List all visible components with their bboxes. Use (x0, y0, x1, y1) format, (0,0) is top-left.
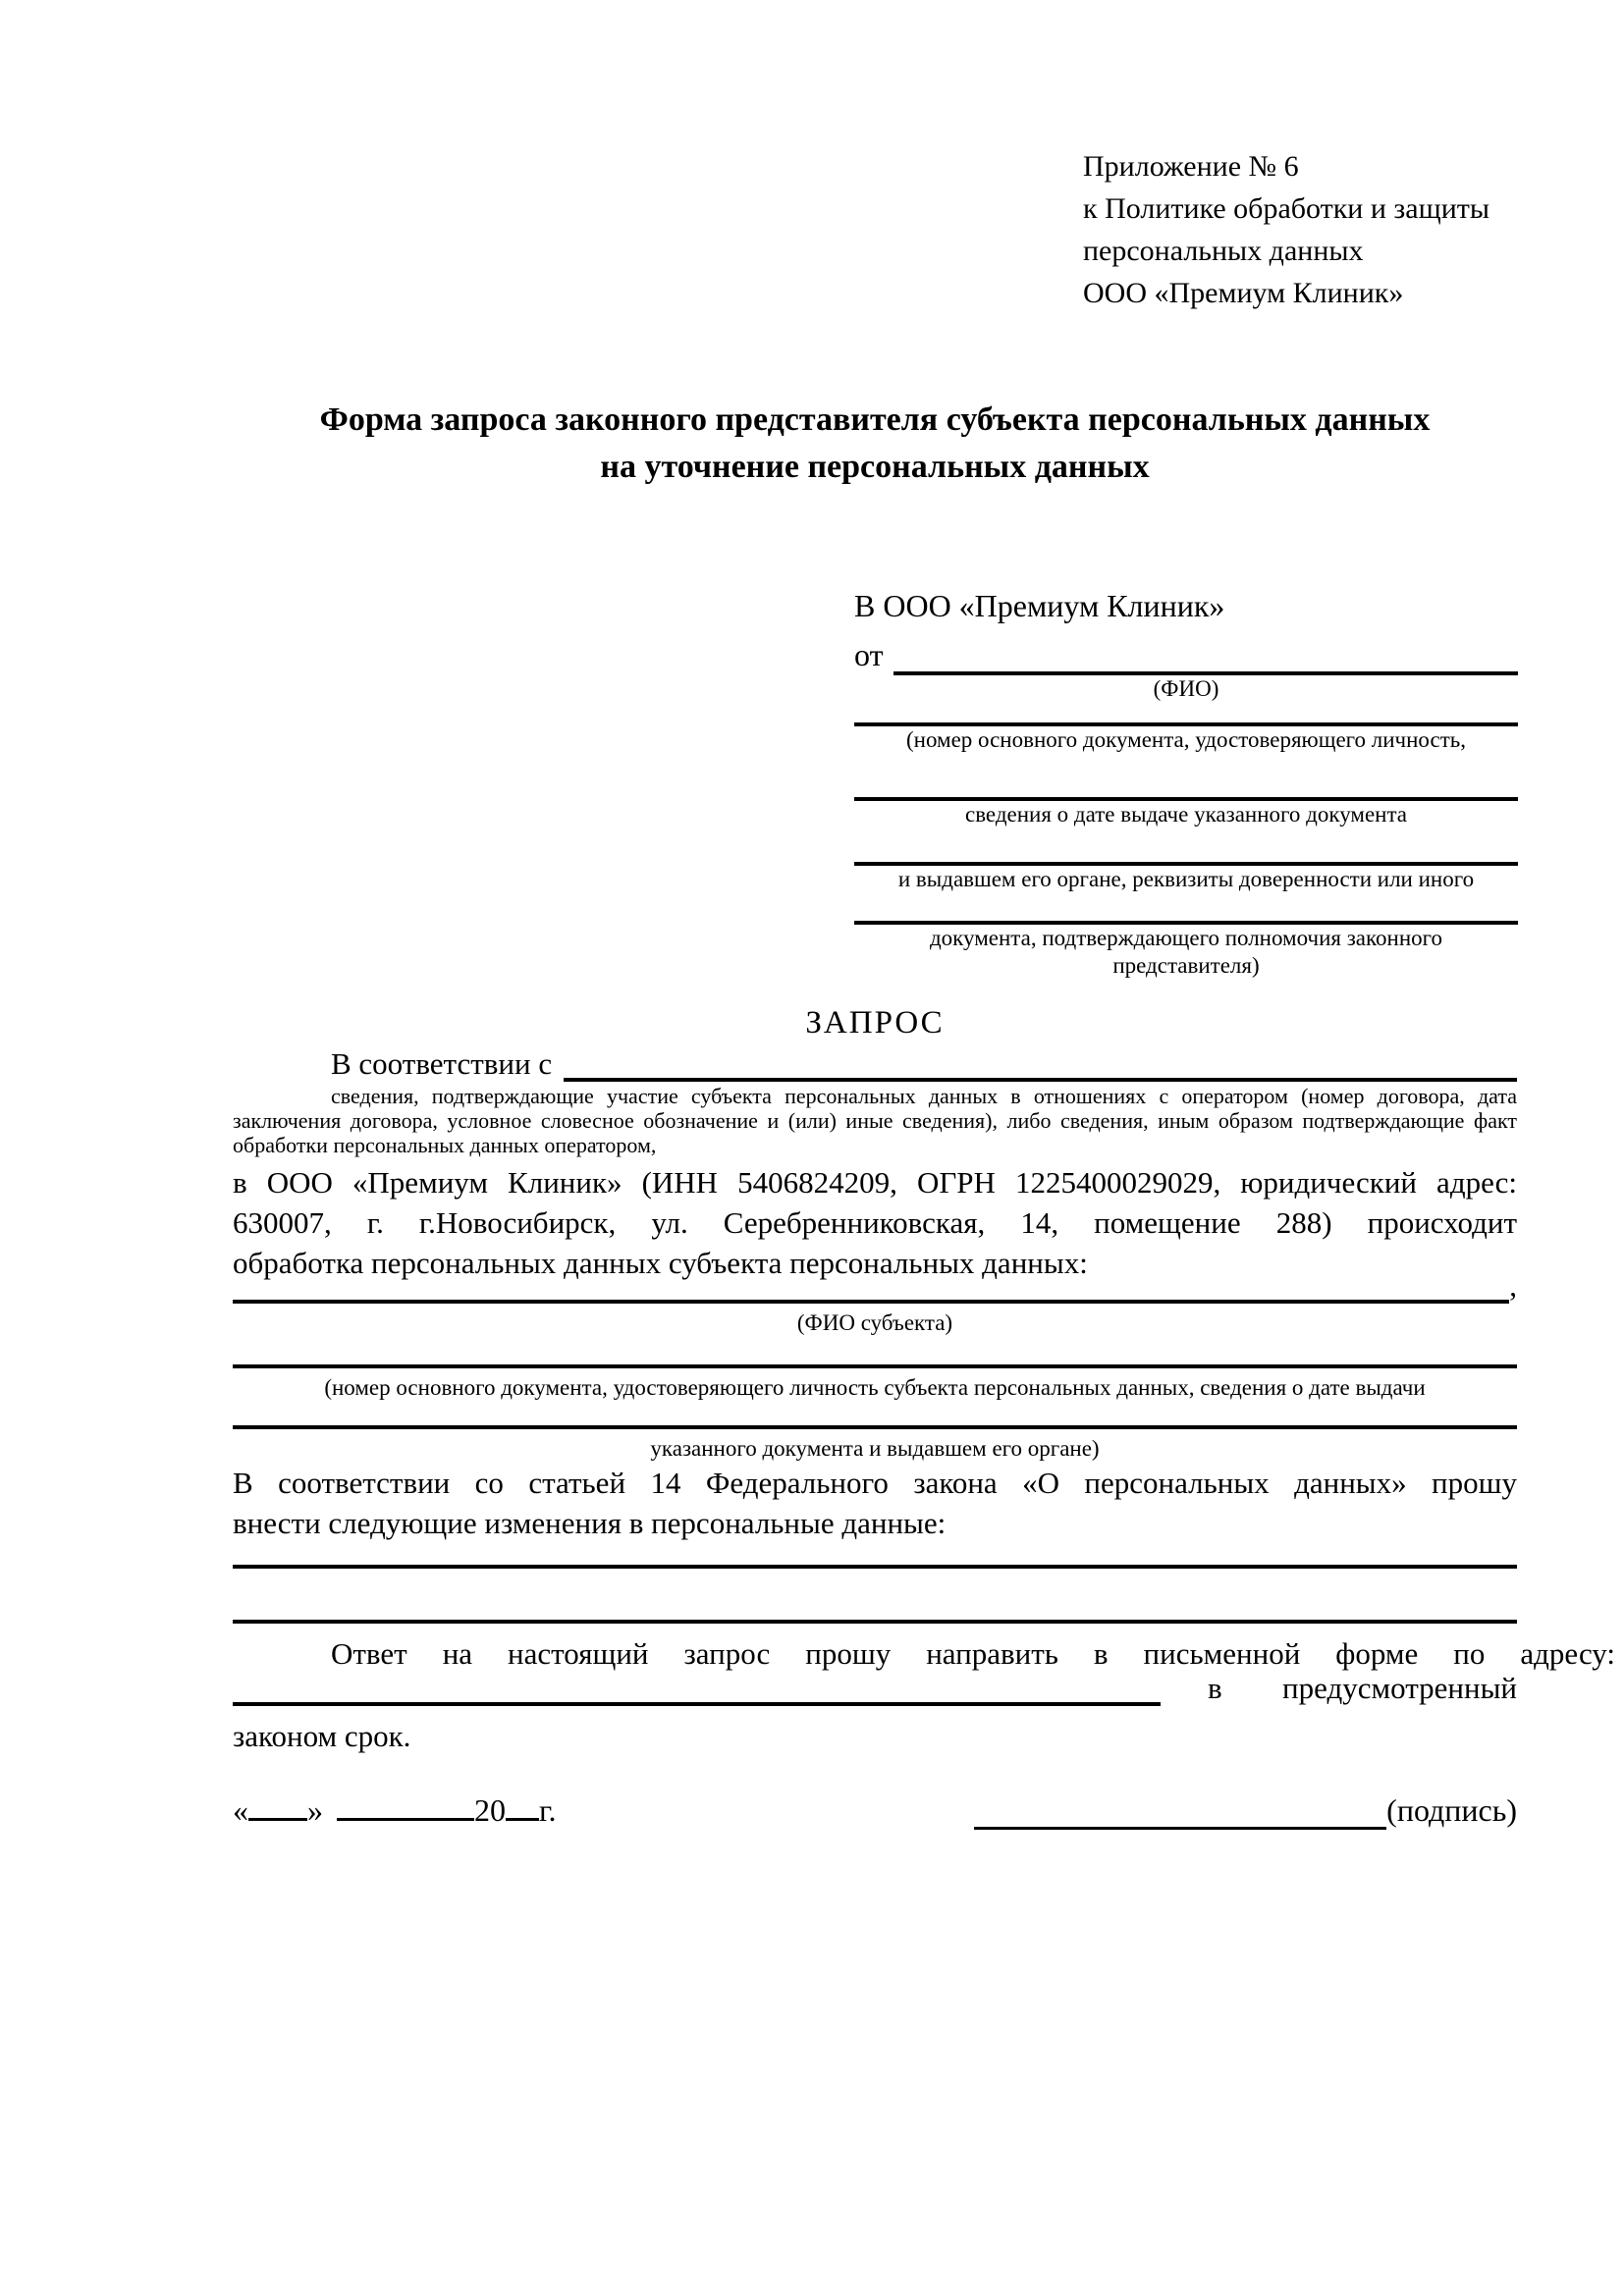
fio-caption: (ФИО) (1153, 676, 1219, 701)
operator-line: в ООО «Премиум Клиник» (ИНН 5406824209, ОГРН 1225400029029, юридический адрес: (233, 1165, 1517, 1200)
date-quote-close: » (307, 1792, 323, 1828)
date-year-prefix: 20 (474, 1792, 506, 1828)
blank-line-address (233, 1665, 1161, 1706)
reply-line: Ответ на настоящий запрос прошу направить в письменной форме по адресу: (331, 1636, 1615, 1671)
addressee-block (854, 585, 1518, 980)
appendix-note-line: персональных данных (1083, 235, 1364, 267)
subject-fio-row (233, 1264, 1517, 1304)
subject-doc-caption: (номер основного документа, удостоверяющего личность субъекта персональных данных, сведения о дате выдачи (324, 1375, 1426, 1400)
intro-note (233, 1084, 1517, 1157)
reply-word-in: в (1208, 1671, 1222, 1705)
appendix-note (1083, 145, 1489, 314)
addressee-from-row (854, 626, 1518, 675)
footer-row (233, 1785, 1517, 1830)
reply-tail: законом срок. (233, 1719, 411, 1753)
intro-note-line: сведения, подтверждающие участие субъекта персональных данных в отношениях с оператором (номер договора, дата (331, 1084, 1517, 1108)
date-year-suffix: г. (539, 1792, 557, 1828)
operator-line: 630007, г. г.Новосибирск, ул. Серебренниковская, 14, помещение 288) происходит (233, 1205, 1517, 1240)
appendix-note-line: Приложение № 6 (1083, 150, 1299, 183)
blank-line-changes-2 (233, 1620, 1517, 1624)
blank-line-subject-doc-1 (233, 1364, 1517, 1368)
blank-line-subject-fio (233, 1300, 1509, 1304)
intro-prefix: В соответствии с (331, 1046, 553, 1081)
blank-line-month (337, 1785, 474, 1821)
reply-address-row (233, 1669, 1517, 1706)
subject-doc-caption: указанного документа и выдавшем его органе) (650, 1436, 1100, 1461)
operator-line: обработка персональных данных субъекта персональных данных: (233, 1246, 1088, 1280)
blank-line-basis (564, 1078, 1517, 1082)
addressee-from-label: от (854, 637, 884, 672)
blank-caption: (номер основного документа, удостоверяющего личность, (905, 727, 1466, 752)
blank-line-doc-authority (854, 828, 1518, 866)
blank-caption: сведения о дате выдаче указанного документа (964, 802, 1408, 827)
page-title (233, 397, 1517, 491)
subject-fio-comma: , (1509, 1268, 1517, 1303)
signature-group (974, 1790, 1517, 1830)
intro-note-line: заключения договора, условное словесное обозначение и (или) иные сведения), либо сведения, иным образом подтверждающие факт (233, 1108, 1517, 1133)
blank-line-subject-doc-2 (233, 1425, 1517, 1429)
blank-line-year (506, 1785, 539, 1821)
reply-word-term: предусмотренный (1282, 1671, 1517, 1705)
blank-line-doc-power (854, 893, 1518, 925)
blank-line-signature (974, 1791, 1386, 1830)
request-heading: ЗАПРОС (805, 1005, 945, 1041)
page-title-line: на уточнение персональных данных (600, 449, 1150, 485)
signature-caption: (подпись) (1386, 1792, 1517, 1828)
intro-note-line: обработки персональных данных оператором, (233, 1133, 657, 1157)
subject-fio-caption: (ФИО субъекта) (796, 1310, 953, 1335)
date-quote-open: « (233, 1792, 248, 1828)
blank-caption: и выдавшем его органе, реквизиты доверенности или иного (897, 867, 1475, 891)
intro-row (233, 1042, 1517, 1082)
law-paragraph (233, 1463, 1517, 1543)
date-group (233, 1785, 557, 1830)
blank-line-doc-number (854, 703, 1518, 726)
blank-line-changes-1 (233, 1565, 1517, 1569)
page-title-line: Форма запроса законного представителя субъекта персональных данных (319, 401, 1431, 438)
blank-caption: документа, подтверждающего полномочия законного представителя) (929, 926, 1442, 978)
appendix-note-line: ООО «Премиум Клиник» (1083, 277, 1404, 309)
law-line: внести следующие изменения в персональные данные: (233, 1506, 947, 1540)
appendix-note-line: к Политике обработки и защиты (1083, 192, 1490, 225)
blank-line-day (248, 1785, 307, 1821)
blank-line-doc-date (854, 754, 1518, 801)
law-line: В соответствии со статьей 14 Федерального закона «О персональных данных» прошу (233, 1466, 1517, 1500)
addressee-to: В ООО «Премиум Клиник» (854, 588, 1225, 623)
